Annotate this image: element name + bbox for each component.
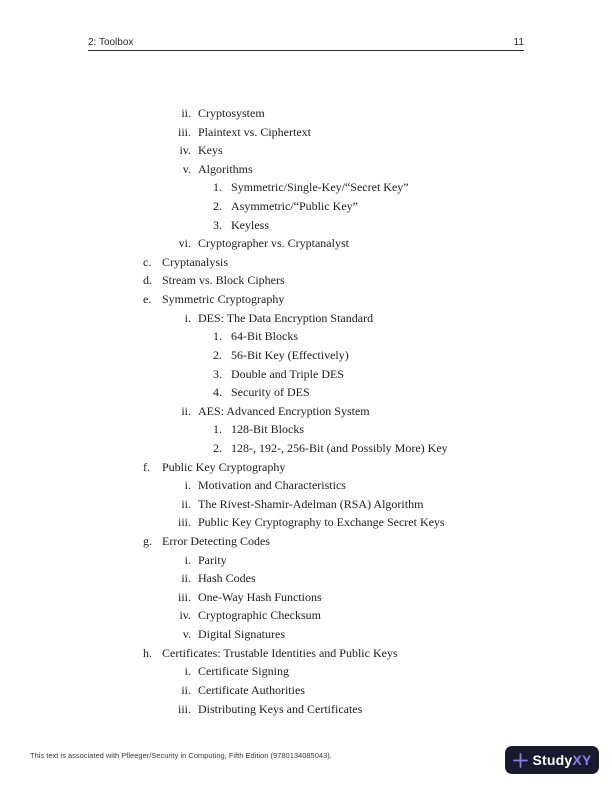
outline-item-text: Stream vs. Block Ciphers bbox=[162, 273, 285, 288]
outline-item-marker: i. bbox=[184, 478, 191, 493]
outline-item-marker: i. bbox=[184, 664, 191, 679]
outline-item bbox=[0, 588, 612, 607]
outline-item bbox=[0, 309, 612, 328]
outline-item-marker: g. bbox=[143, 534, 152, 549]
outline-item-text: Security of DES bbox=[231, 385, 310, 400]
outline-item bbox=[0, 662, 612, 681]
outline-item-marker: ii. bbox=[181, 571, 191, 586]
outline-item-text: 128-Bit Blocks bbox=[231, 422, 305, 437]
outline-item-text: Cryptographic Checksum bbox=[198, 608, 321, 623]
outline-item-text: Cryptanalysis bbox=[162, 254, 228, 269]
outline-item-marker: f. bbox=[143, 459, 150, 474]
outline-item bbox=[0, 625, 612, 644]
outline-item bbox=[0, 513, 612, 532]
outline-item-marker: 2. bbox=[213, 440, 222, 455]
outline-item-marker: h. bbox=[143, 645, 152, 660]
outline-item-marker: 3. bbox=[213, 366, 222, 381]
outline-item bbox=[0, 290, 612, 309]
outline-item bbox=[0, 439, 612, 458]
outline-item-marker: i. bbox=[184, 310, 191, 325]
outline-item bbox=[0, 365, 612, 384]
outline-item bbox=[0, 551, 612, 570]
outline-item-marker: 1. bbox=[213, 329, 222, 344]
outline-item bbox=[0, 253, 612, 272]
outline-item-marker: iii. bbox=[177, 124, 191, 139]
outline-item bbox=[0, 644, 612, 663]
outline-item-marker: i. bbox=[184, 552, 191, 567]
outline-item bbox=[0, 141, 612, 160]
outline-item-text: Asymmetric/“Public Key” bbox=[231, 199, 358, 214]
header-page-number: 11 bbox=[513, 37, 524, 48]
outline-item bbox=[0, 420, 612, 439]
outline-item-text: Keyless bbox=[231, 217, 269, 232]
outline-item bbox=[0, 234, 612, 253]
outline-item-text: Distributing Keys and Certificates bbox=[198, 701, 363, 716]
outline-item bbox=[0, 104, 612, 123]
outline-item-marker: 3. bbox=[213, 217, 222, 232]
outline-item-marker: ii. bbox=[181, 106, 191, 120]
outline-item-text: Certificate Signing bbox=[198, 664, 289, 679]
outline-item-marker: iii. bbox=[177, 589, 191, 604]
outline-item bbox=[0, 197, 612, 216]
logo-text-primary: Study bbox=[532, 752, 573, 768]
outline-item bbox=[0, 123, 612, 142]
outline-item-text: Public Key Cryptography bbox=[162, 459, 286, 474]
outline-item-text: 64-Bit Blocks bbox=[231, 329, 299, 344]
outline-item-marker: ii. bbox=[181, 403, 191, 418]
outline-item-text: Symmetric/Single-Key/“Secret Key” bbox=[231, 180, 409, 195]
outline-item bbox=[0, 216, 612, 235]
outline-item-text: 128-, 192-, 256-Bit (and Possibly More) Key bbox=[231, 440, 448, 455]
outline-item-text: The Rivest-Shamir-Adelman (RSA) Algorithm bbox=[198, 496, 424, 511]
outline-item-text: Double and Triple DES bbox=[231, 366, 345, 381]
header-chapter-title: 2: Toolbox bbox=[88, 37, 134, 48]
outline-item-marker: iii. bbox=[177, 701, 191, 716]
outline-item-marker: v. bbox=[182, 627, 191, 642]
outline-item bbox=[0, 178, 612, 197]
outline-item-text: Certificate Authorities bbox=[198, 682, 305, 697]
outline-item-marker: d. bbox=[143, 273, 152, 288]
outline-item bbox=[0, 402, 612, 421]
outline-item-text: Error Detecting Codes bbox=[162, 534, 270, 549]
outline-item-marker: iv. bbox=[179, 608, 191, 623]
outline-item bbox=[0, 700, 612, 719]
outline-item-marker: iv. bbox=[179, 143, 191, 158]
outline-item-text: Plaintext vs. Ciphertext bbox=[198, 124, 311, 139]
studyxy-logo bbox=[505, 746, 599, 774]
outline-item-text: Certificates: Trustable Identities and Public Keys bbox=[162, 645, 398, 660]
outline-item bbox=[0, 383, 612, 402]
outline-item-text: Digital Signatures bbox=[198, 627, 285, 642]
outline-item-marker: 2. bbox=[213, 199, 222, 214]
outline-item bbox=[0, 495, 612, 514]
outline-item-marker: 2. bbox=[213, 347, 222, 362]
outline-item-text: One-Way Hash Functions bbox=[198, 589, 322, 604]
outline-item bbox=[0, 569, 612, 588]
outline-item bbox=[0, 606, 612, 625]
outline-item-marker: v. bbox=[182, 161, 191, 176]
outline-item-marker: 1. bbox=[213, 422, 222, 437]
outline-item-text: DES: The Data Encryption Standard bbox=[198, 310, 374, 325]
outline-list bbox=[0, 104, 612, 718]
outline-item-text: Motivation and Characteristics bbox=[198, 478, 346, 493]
outline-item-text: Keys bbox=[198, 143, 223, 158]
logo-text-accent: XY bbox=[572, 752, 592, 768]
outline-item-text: Cryptosystem bbox=[198, 106, 265, 120]
outline-item bbox=[0, 532, 612, 551]
outline-item-marker: 4. bbox=[213, 385, 222, 400]
outline-item-marker: vi. bbox=[178, 236, 191, 251]
outline-item-text: AES: Advanced Encryption System bbox=[198, 403, 370, 418]
outline-item-text: Parity bbox=[198, 552, 227, 567]
outline-item bbox=[0, 681, 612, 700]
outline-item-text: Cryptographer vs. Cryptanalyst bbox=[198, 236, 349, 251]
outline-item-text: 56-Bit Key (Effectively) bbox=[231, 347, 349, 362]
outline-item-marker: ii. bbox=[181, 496, 191, 511]
outline-item-text: Public Key Cryptography to Exchange Secret Keys bbox=[198, 515, 445, 530]
footer-association-note: This text is associated with Pfleeger/Security in Computing, Fifth Edition (9780134085043). bbox=[30, 751, 332, 760]
outline-item-text: Algorithms bbox=[198, 161, 253, 176]
outline-item bbox=[0, 458, 612, 477]
outline-item bbox=[0, 476, 612, 495]
outline-item bbox=[0, 160, 612, 179]
outline-item-text: Hash Codes bbox=[198, 571, 256, 586]
plus-icon bbox=[513, 753, 528, 768]
outline-item-marker: ii. bbox=[181, 682, 191, 697]
outline-item-marker: c. bbox=[143, 254, 152, 269]
outline-item-marker: 1. bbox=[213, 180, 222, 195]
outline-item-marker: e. bbox=[143, 292, 152, 307]
outline-item-text: Symmetric Cryptography bbox=[162, 292, 285, 307]
outline-item bbox=[0, 271, 612, 290]
page-header bbox=[88, 32, 524, 51]
outline-item bbox=[0, 346, 612, 365]
outline-item-marker: iii. bbox=[177, 515, 191, 530]
outline-item bbox=[0, 327, 612, 346]
